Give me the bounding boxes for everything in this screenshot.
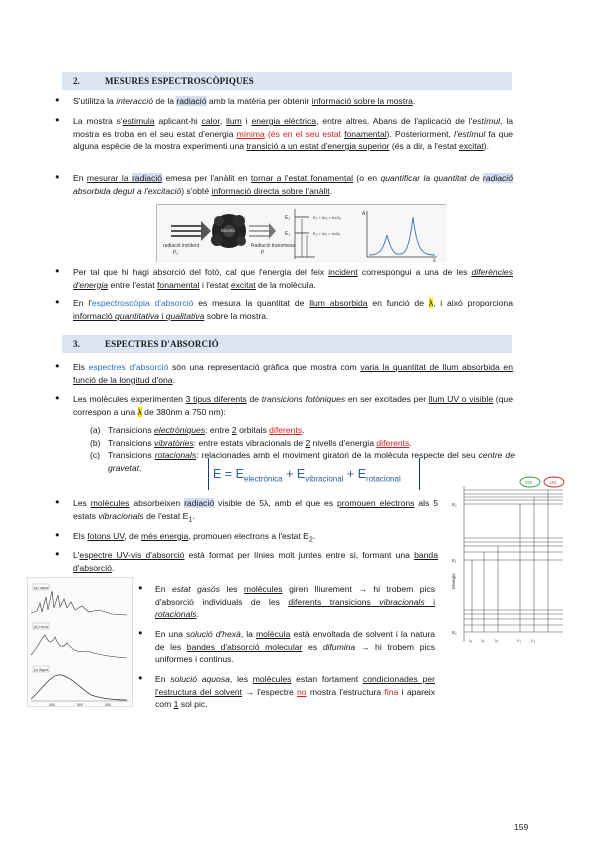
page-number: 159 [514, 822, 529, 832]
absorption-diagram [157, 205, 447, 263]
lambda-3-label: λ₃ [495, 638, 499, 643]
vis-label: VIS [525, 480, 533, 485]
energia-label: Energia [451, 573, 456, 589]
section-number: 3. [73, 339, 80, 349]
bullet-interaccio: ● S'utilitza la interacció de la radiació amb la matèria per obtenir informació sobre la mostra. [73, 95, 513, 108]
incident-label: radiació incident [163, 243, 200, 249]
axis-lambda: λ [433, 258, 436, 263]
bullet-espectre-uv-vis: ● L'espectre UV-vis d'absorció està format per línies molt juntes entre si, formant una banda d'absorció. [73, 549, 438, 574]
bullet-solucio-hexa: ● En una solució d'hexà, la molècula està envoltada de solvent i la natura de les bandes d'absorció molecular es difumina → hi trobem pics uniformes i continus. [155, 628, 435, 666]
bullet-fotons-uv: ● Els fotons UV, de més energia, promouen electrons a l'estat $E_2$. [73, 530, 438, 545]
p0-label: P₀ [173, 250, 179, 256]
bullet-espectroscopia: ● En l'espectroscòpia d'absorció es mesura la quantitat de llum absorbida en funció de λ, i això proporciona informació quantitativa i qualitativa sobre la mostra. [73, 297, 513, 322]
lambda-p2-label: λ'₂ [531, 638, 536, 643]
lambda-1-label: λ₁ [469, 638, 473, 643]
spectra-figure [27, 577, 133, 707]
e2-level: E₂ [452, 502, 457, 507]
energy-levels-diagram [448, 476, 568, 648]
transmitted-label: Radiació transmesa [251, 243, 296, 249]
lambda-p1-label: λ'₁ [517, 638, 522, 643]
energy-levels-figure [448, 476, 568, 648]
spectra-diagram [27, 577, 133, 707]
e2-label: E₂ [285, 215, 291, 221]
list-item: (a) Transicions electròniques: entre 2 orbitals diferents. [90, 425, 305, 435]
bullet-espectres: ● Els espectres d'absorció són una representació gràfica que mostra com varia la quantitat de llum absorbida en funció de la longitud d'ona. [73, 361, 513, 386]
bullet-absorcio-foto: ● Per tal que hi hagi absorció del fotó, cal que l'energia del feix incident correspongui a una de les diferències d'energia entre l'estat fonamental i l'estat excitat de la molècula. [73, 266, 513, 291]
bullet-estat-gasos: ● En estat gasós les molècules giren lliurement → hi trobem pics d'absorció individuals de les diferents transicions vibracionals i rotacionals. [155, 583, 435, 621]
sample-label: Mostra [221, 228, 235, 233]
section-heading-2 [62, 72, 512, 90]
absorption-figure [156, 204, 446, 262]
p-label: P [261, 250, 265, 256]
e0-level: E₀ [452, 630, 457, 635]
section-title: MESURES ESPECTROSCÒPIQUES [105, 76, 254, 86]
bullet-transicions: ● Les molècules experimenten 3 tipus diferents de transicions fotòniques en ser excitades per llum UV o visible (que correspon a una λ de 380nm a 750 nm): [73, 393, 513, 418]
list-item: (b) Transicions vibratòries: entre estats vibracionals de 2 nivells d'energia diferents. [90, 437, 412, 448]
x-tick-550: 550 [105, 703, 111, 707]
bullet-solucio-aquosa: ● En solució aquosa, les molècules estan fortament condicionades per l'estructura del solvent → l'espectre no mostra l'estructura fina i apareix com 1 sol pic. [155, 673, 435, 711]
e1-label: E₁ [285, 231, 291, 237]
section-heading-3 [62, 335, 512, 353]
vapor-label: (a) Vapor [34, 586, 49, 590]
list-item: (c) Transicions rotacionals: relacionades amb el moviment giratori de la molècula respecte del seu centre de gravetat. [90, 450, 515, 473]
upper-eq: E₂ = hν₂ = hc/λ₂ [313, 215, 342, 220]
lower-eq: E₁ = hν₁ = hc/λ₁ [313, 231, 341, 236]
energy-equation: $E = E_{electrònica} + E_{vibracional} + E_{rotacional}$ [208, 458, 420, 490]
bullet-mesurar-radiacio: ● En mesurar la radiació emesa per l'anàlit en tornar a l'estat fonamental (o en quantificar la quantitat de radiació absorbida degut a l'excitació) s'obté informació directa sobre l'anàlit. [73, 172, 513, 197]
aigua-label: (c) Aigua [34, 668, 49, 672]
x-tick-450: 450 [49, 703, 55, 707]
section-number: 2. [73, 76, 80, 86]
section-title: ESPECTRES D'ABSORCIÓ [105, 339, 219, 349]
uv-label: UV [550, 480, 557, 485]
axis-a: A [362, 211, 366, 217]
hexa-label: (b) Hexà [34, 625, 48, 629]
bullet-molecules-absorbeixen: ● Les molècules absorbeixen radiació visible de 5λ, amb el que es promouen electrons als 5 estats vibracionals de l'estat $E_1$. [73, 497, 438, 525]
lambda-2-label: λ₂ [481, 638, 485, 643]
bullet-estimul: ● La mostra s'estimula aplicant-hi calor, llum i energia elèctrica, entre altres. Abans de l'aplicació de l'estímul, la mostra es troba en el seu estat d'energia mínima (és en el seu estat fonamental). Posteriorment, l'estímul fa que alguna espècie de la mostra experimenti una transició a un estat d'energia superior (és a dir, a l'estat excitat). [73, 115, 513, 153]
x-tick-500: 500 [77, 703, 83, 707]
e1-level: E₁ [452, 558, 457, 563]
